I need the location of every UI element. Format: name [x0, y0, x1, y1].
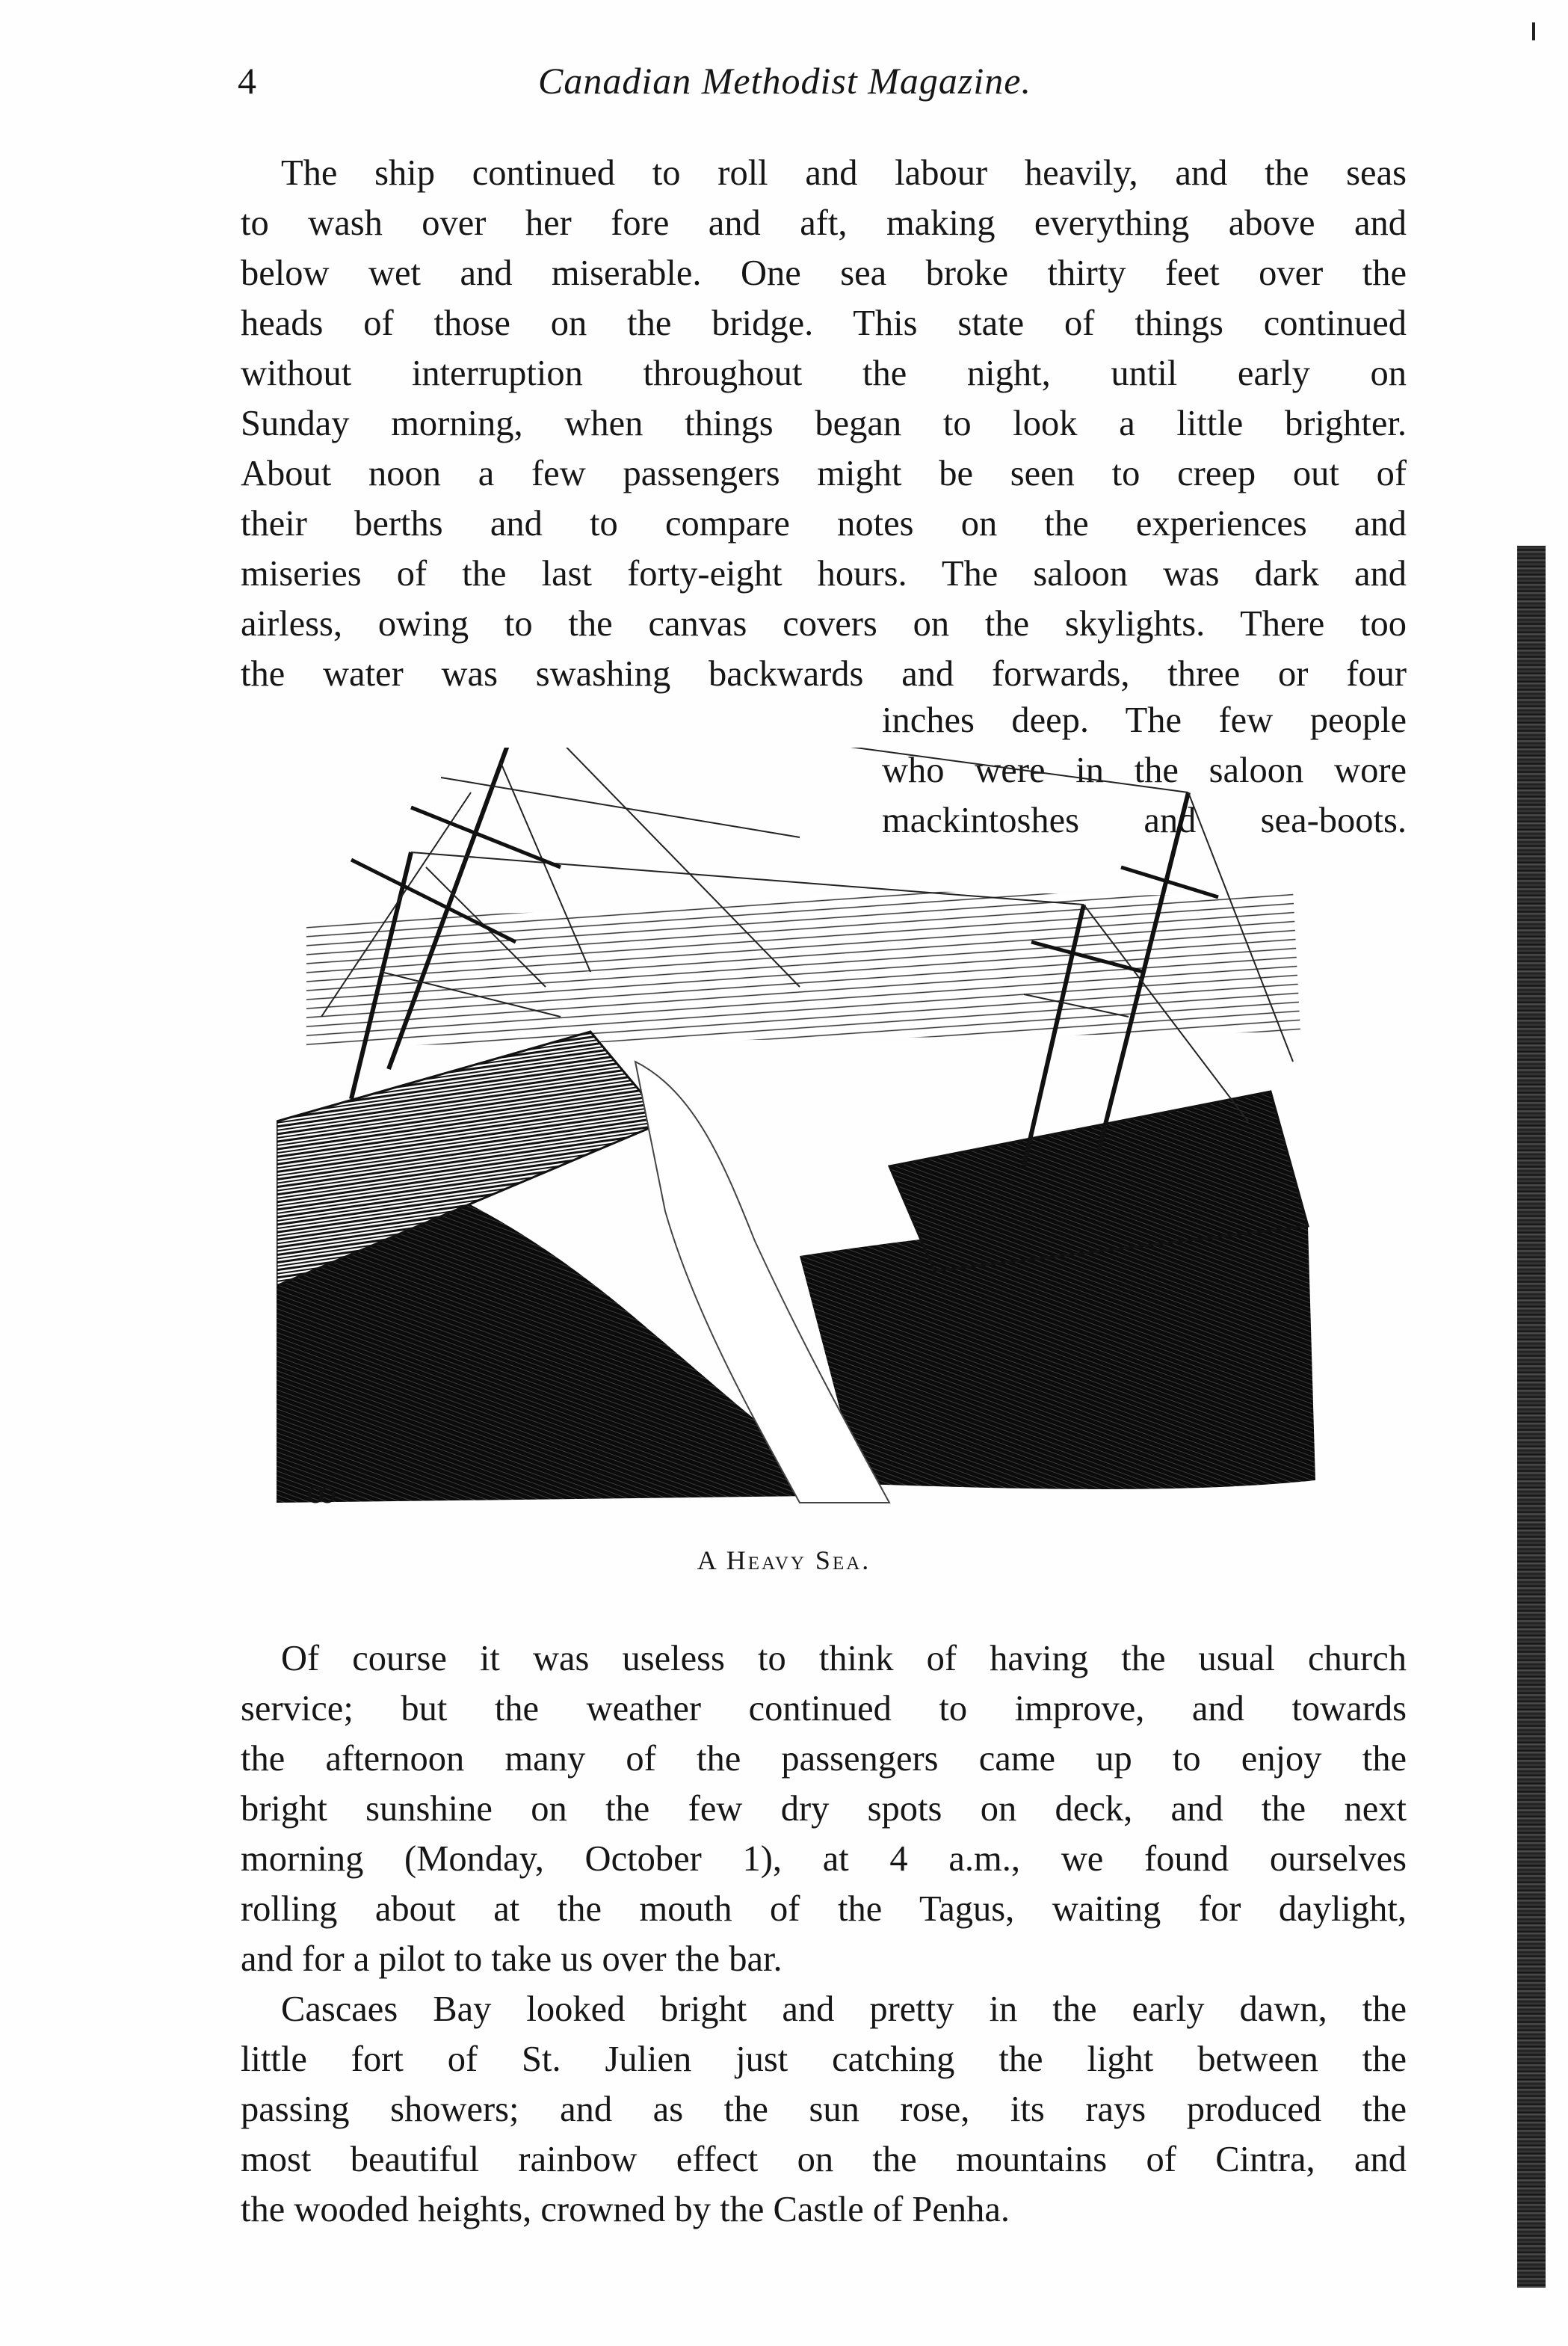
figure-caption: A Heavy Sea. — [697, 1545, 871, 1575]
text-line: inches deep. The few people — [882, 701, 1407, 740]
text-line: Of course it was useless to think of having the usual church — [281, 1639, 1407, 1678]
text-line: miseries of the last forty-eight hours. The saloon was dark and — [241, 554, 1407, 594]
paragraph-3 — [241, 1984, 1407, 2235]
text-line: most beautiful rainbow effect on the mountains of Cintra, and — [241, 2140, 1407, 2179]
text-line: Sunday morning, when things began to look a little brighter. — [241, 404, 1407, 443]
text-line: and for a pilot to take us over the bar. — [241, 1939, 783, 1979]
text-line: the afternoon many of the passengers came up to enjoy the — [241, 1739, 1407, 1779]
text-line: to wash over her fore and aft, making everything above and — [241, 203, 1407, 243]
text-line: the water was swashing backwards and forwards, three or four — [241, 654, 1407, 694]
text-line: who were in the saloon wore — [882, 751, 1407, 790]
text-line: the wooded heights, crowned by the Castle of Penha. — [241, 2190, 1010, 2229]
text-line: little fort of St. Julien just catching the light between the — [241, 2039, 1407, 2079]
text-line: airless, owing to the canvas covers on the skylights. There too — [241, 604, 1407, 644]
paragraph-1 — [241, 148, 1407, 699]
text-line: bright sunshine on the few dry spots on deck, and the next — [241, 1789, 1407, 1829]
scan-edge-shadow — [1517, 546, 1546, 2288]
page-number: 4 — [238, 60, 256, 102]
ship-engraving — [277, 748, 1323, 1518]
text-line: mackintoshes and sea-boots. — [882, 801, 1407, 840]
text-line: About noon a few passengers might be seen to creep out of — [241, 454, 1407, 493]
text-line: passing showers; and as the sun rose, its rays produced the — [241, 2090, 1407, 2129]
text-line: heads of those on the bridge. This state of things continued — [241, 304, 1407, 343]
scan-mark — [1532, 22, 1535, 40]
text-line: The ship continued to roll and labour heavily, and the seas — [281, 153, 1407, 193]
text-line: below wet and miserable. One sea broke thirty feet over the — [241, 253, 1407, 293]
text-line: their berths and to compare notes on the experiences and — [241, 504, 1407, 544]
running-head: Canadian Methodist Magazine. — [538, 60, 1031, 102]
text-line: without interruption throughout the night, until early on — [241, 354, 1407, 393]
paragraph-2 — [241, 1634, 1407, 1984]
text-line: morning (Monday, October 1), at 4 a.m., we found ourselves — [241, 1839, 1407, 1879]
engraver-signature: ꝏ — [306, 1476, 336, 1510]
text-line: rolling about at the mouth of the Tagus, waiting for daylight, — [241, 1889, 1407, 1929]
text-line: service; but the weather continued to improve, and towards — [241, 1689, 1407, 1728]
text-line: Cascaes Bay looked bright and pretty in the early dawn, the — [281, 1989, 1407, 2029]
page-header — [0, 58, 1568, 111]
